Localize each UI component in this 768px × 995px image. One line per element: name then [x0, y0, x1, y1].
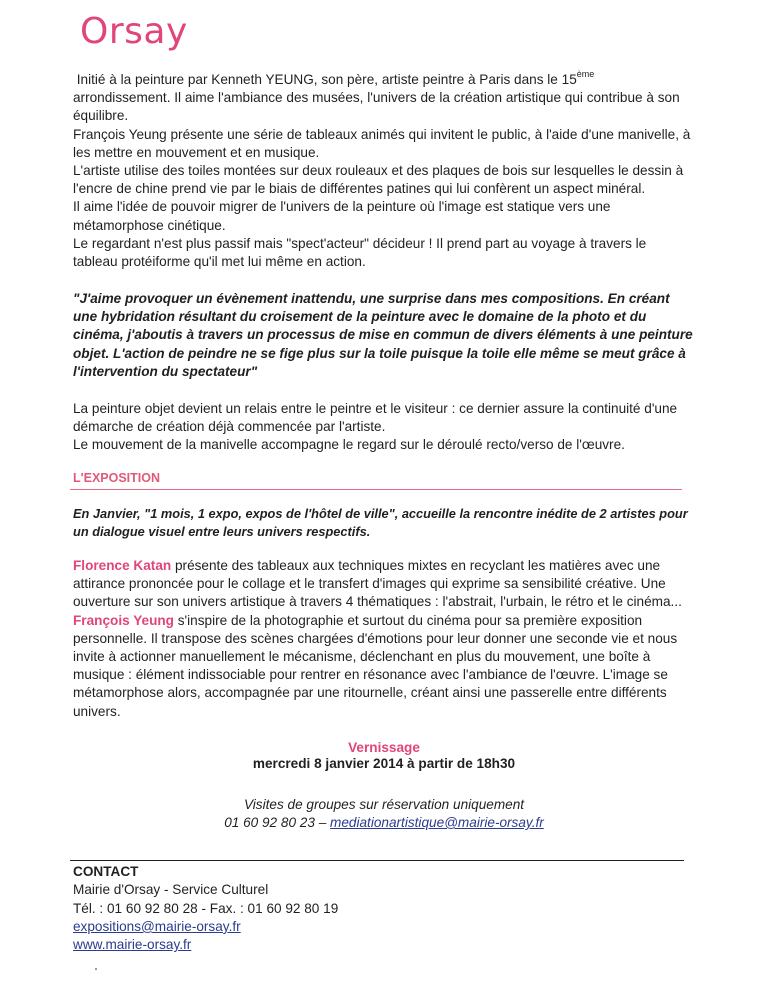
exposition-intro: En Janvier, "1 mois, 1 expo, expos de l'hôtel de ville", accueille la rencontre inédite de 2 artistes pour un dialogue visuel entre leurs univers respectifs. — [73, 506, 688, 540]
scan-speck — [95, 968, 97, 970]
visits-line: Visites de groupes sur réservation uniquement — [243, 797, 525, 812]
bio-paragraph-4: Il aime l'idée de pouvoir migrer de l'univers de la peinture où l'image est statique vers une métamorphose cinétique. — [73, 199, 611, 233]
artists-section — [73, 557, 693, 721]
mediation-email-link[interactable]: mediationartistique@mairie-orsay.fr — [330, 815, 544, 830]
relay-paragraph-1: La peinture objet devient un relais entre le peintre et le visiteur : ce dernier assure la continuité d'une démarche de création déjà commencée par l'artiste. — [73, 401, 678, 435]
contact-phones: Tél. : 01 60 92 80 28 - Fax. : 01 60 92 80 19 — [73, 900, 339, 916]
section-divider — [70, 489, 682, 490]
website-link[interactable]: www.mairie-orsay.fr — [73, 937, 192, 953]
bio-section — [73, 71, 693, 271]
visits-contact-line — [0, 814, 768, 832]
artist-quote: "J'aime provoquer un évènement inattendu, une surprise dans mes compositions. En créant une hybridation résultant du croisement de la peinture avec le domaine de la photo et du cinéma, j'aboutis à travers un processus de mise en commun de divers éléments à une peinture objet. L'action de peindre ne se fige plus sur la toile puisque la toile elle même se meut grâce à l'intervention du spectateur" — [73, 291, 693, 379]
contact-heading: CONTACT — [73, 864, 139, 879]
vernissage-block — [0, 740, 768, 771]
orsay-logo: Orsay — [80, 11, 188, 52]
contact-divider — [70, 860, 684, 861]
artist-2-name: François Yeung — [73, 612, 174, 628]
contact-org: Mairie d'Orsay - Service Culturel — [73, 882, 269, 898]
artist-1-name: Florence Katan — [73, 558, 172, 573]
bio-paragraph-2: François Yeung présente une série de tableaux animés qui invitent le public, à l'aide d'une manivelle, à les mettre en mouvement et en musique. — [73, 126, 691, 160]
contact-block — [73, 863, 338, 954]
vernissage-label: Vernissage — [348, 740, 420, 755]
vernissage-date: mercredi 8 janvier 2014 à partir de 18h30 — [252, 756, 516, 771]
bio-paragraph-1: Initié à la peinture par Kenneth YEUNG, son père, artiste peintre à Paris dans le 15ème arrondissement. Il aime l'ambiance des musées, l'univers de la création artistique qui contribue à son équilibre. — [73, 69, 680, 124]
exposition-heading: L'EXPOSITION — [73, 471, 161, 485]
artist-2-paragraph: François Yeung s'inspire de la photographie et surtout du cinéma pour sa première exposition personnelle. Il transpose des scènes chargées d'émotions pour leur donner une seconde vie et nous invite à actionner manuellement le mécanisme, déclenchant en plus du mouvement, une boîte à musique : élément indissociable pour rentrer en résonance avec l'ambiance de l'œuvre. L'image se métamorphose alors, accompagnée par une ritournelle, créant ainsi une passerelle entre différents univers. — [73, 612, 678, 719]
visits-phone: 01 60 92 80 23 – — [224, 815, 331, 830]
relay-paragraph-2: Le mouvement de la manivelle accompagne le regard sur le déroulé recto/verso de l'œuvre. — [73, 437, 625, 453]
contact-email-link[interactable]: expositions@mairie-orsay.fr — [73, 918, 241, 934]
bio-paragraph-3: L'artiste utilise des toiles montées sur deux rouleaux et des plaques de bois sur lesquelles le dessin à l'encre de chine prend vie par le biais de différentes patines qui lui confèrent un aspect minéral. — [73, 163, 684, 197]
relay-section — [73, 400, 693, 455]
bio-paragraph-5: Le regardant n'est plus passif mais "spect'acteur" décideur ! Il prend part au voyage à travers le tableau protéiforme qu'il met lui même en action. — [73, 235, 647, 270]
artist-1-paragraph: Florence Katan présente des tableaux aux techniques mixtes en recyclant les matières avec une attirance prononcée pour le collage et le transfert d'images qui exprime sa sensibilité créative. Une ouverture sur son univers artistique à travers 4 thématiques : l'abstrait, l'urbain, le rétro et le cinéma... — [73, 558, 682, 610]
visits-block — [0, 796, 768, 832]
